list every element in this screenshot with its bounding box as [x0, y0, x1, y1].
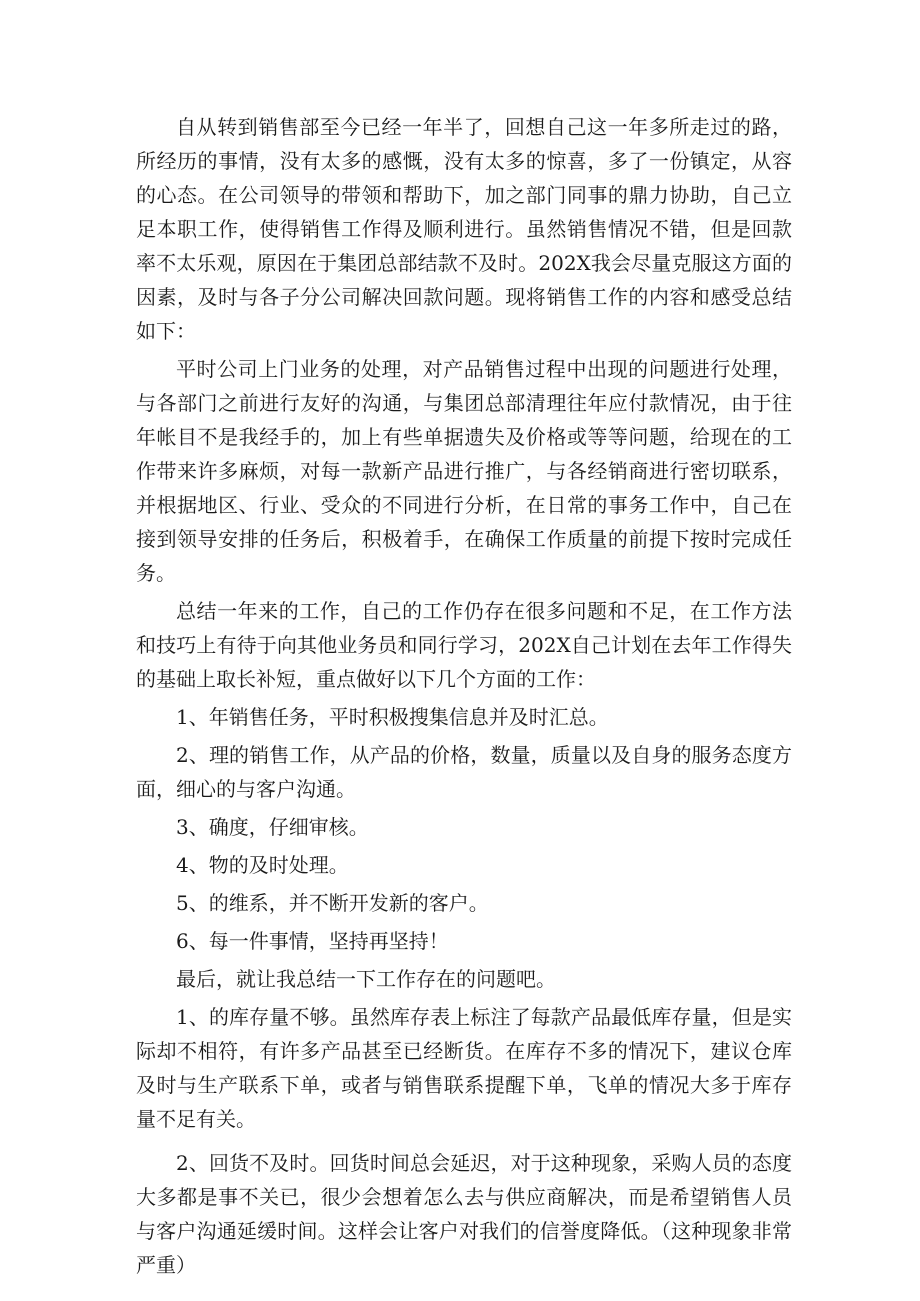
list-item-problem-1: 1、的库存量不够。虽然库存表上标注了每款产品最低库存量，但是实际却不相符，有许多产品甚至已经断货。在库存不多的情况下，建议仓库及时与生产联系下单，或者与销售联系提醒下单，飞单的情况大多于库存量不足有关。: [136, 1005, 792, 1131]
list-item-plan-1: 1、年销售任务，平时积极搜集信息并及时汇总。: [176, 705, 609, 729]
list-item-plan-6: 6、每一件事情，坚持再坚持！: [176, 929, 449, 953]
document-body: [136, 110, 792, 1286]
paragraph-summary-plan: 总结一年来的工作，自己的工作仍存在很多问题和不足，在工作方法和技巧上有待于向其他业务员和同行学习，202X自己计划在去年工作得失的基础上取长补短，重点做好以下几个方面的工作：: [136, 599, 792, 691]
list-item-plan-3: 3、确度，仔细审核。: [176, 815, 369, 839]
list-item-plan-5: 5、的维系，并不断开发新的客户。: [176, 891, 489, 915]
paragraph-problems-intro: 最后，就让我总结一下工作存在的问题吧。: [176, 967, 556, 991]
list-item-plan-2: 2、理的销售工作，从产品的价格，数量，质量以及自身的服务态度方面，细心的与客户沟通。: [136, 743, 792, 801]
paragraph-intro: 自从转到销售部至今已经一年半了，回想自己这一年多所走过的路，所经历的事情，没有太多的感慨，没有太多的惊喜，多了一份镇定，从容的心态。在公司领导的带领和帮助下，加之部门同事的鼎力协助，自己立足本职工作，使得销售工作得及顺利进行。虽然销售情况不错，但是回款率不太乐观，原因在于集团总部结款不及时。202X我会尽量克服这方面的因素，及时与各子分公司解决回款问题。现将销售工作的内容和感受总结如下：: [136, 115, 792, 343]
list-item-problem-2: 2、回货不及时。回货时间总会延迟，对于这种现象，采购人员的态度大多都是事不关已，很少会想着怎么去与供应商解决，而是希望销售人员与客户沟通延缓时间。这样会让客户对我们的信誉度降低。（这种现象非常严重）: [136, 1151, 792, 1277]
list-item-plan-4: 4、物的及时处理。: [176, 853, 349, 877]
paragraph-daily-work: 平时公司上门业务的处理，对产品销售过程中出现的问题进行处理，与各部门之前进行友好的沟通，与集团总部清理往年应付款情况，由于往年帐目不是我经手的，加上有些单据遗失及价格或等等问题，给现在的工作带来许多麻烦，对每一款新产品进行推广，与各经销商进行密切联系，并根据地区、行业、受众的不同进行分析，在日常的事务工作中，自己在接到领导安排的任务后，积极着手，在确保工作质量的前提下按时完成任务。: [136, 357, 792, 585]
